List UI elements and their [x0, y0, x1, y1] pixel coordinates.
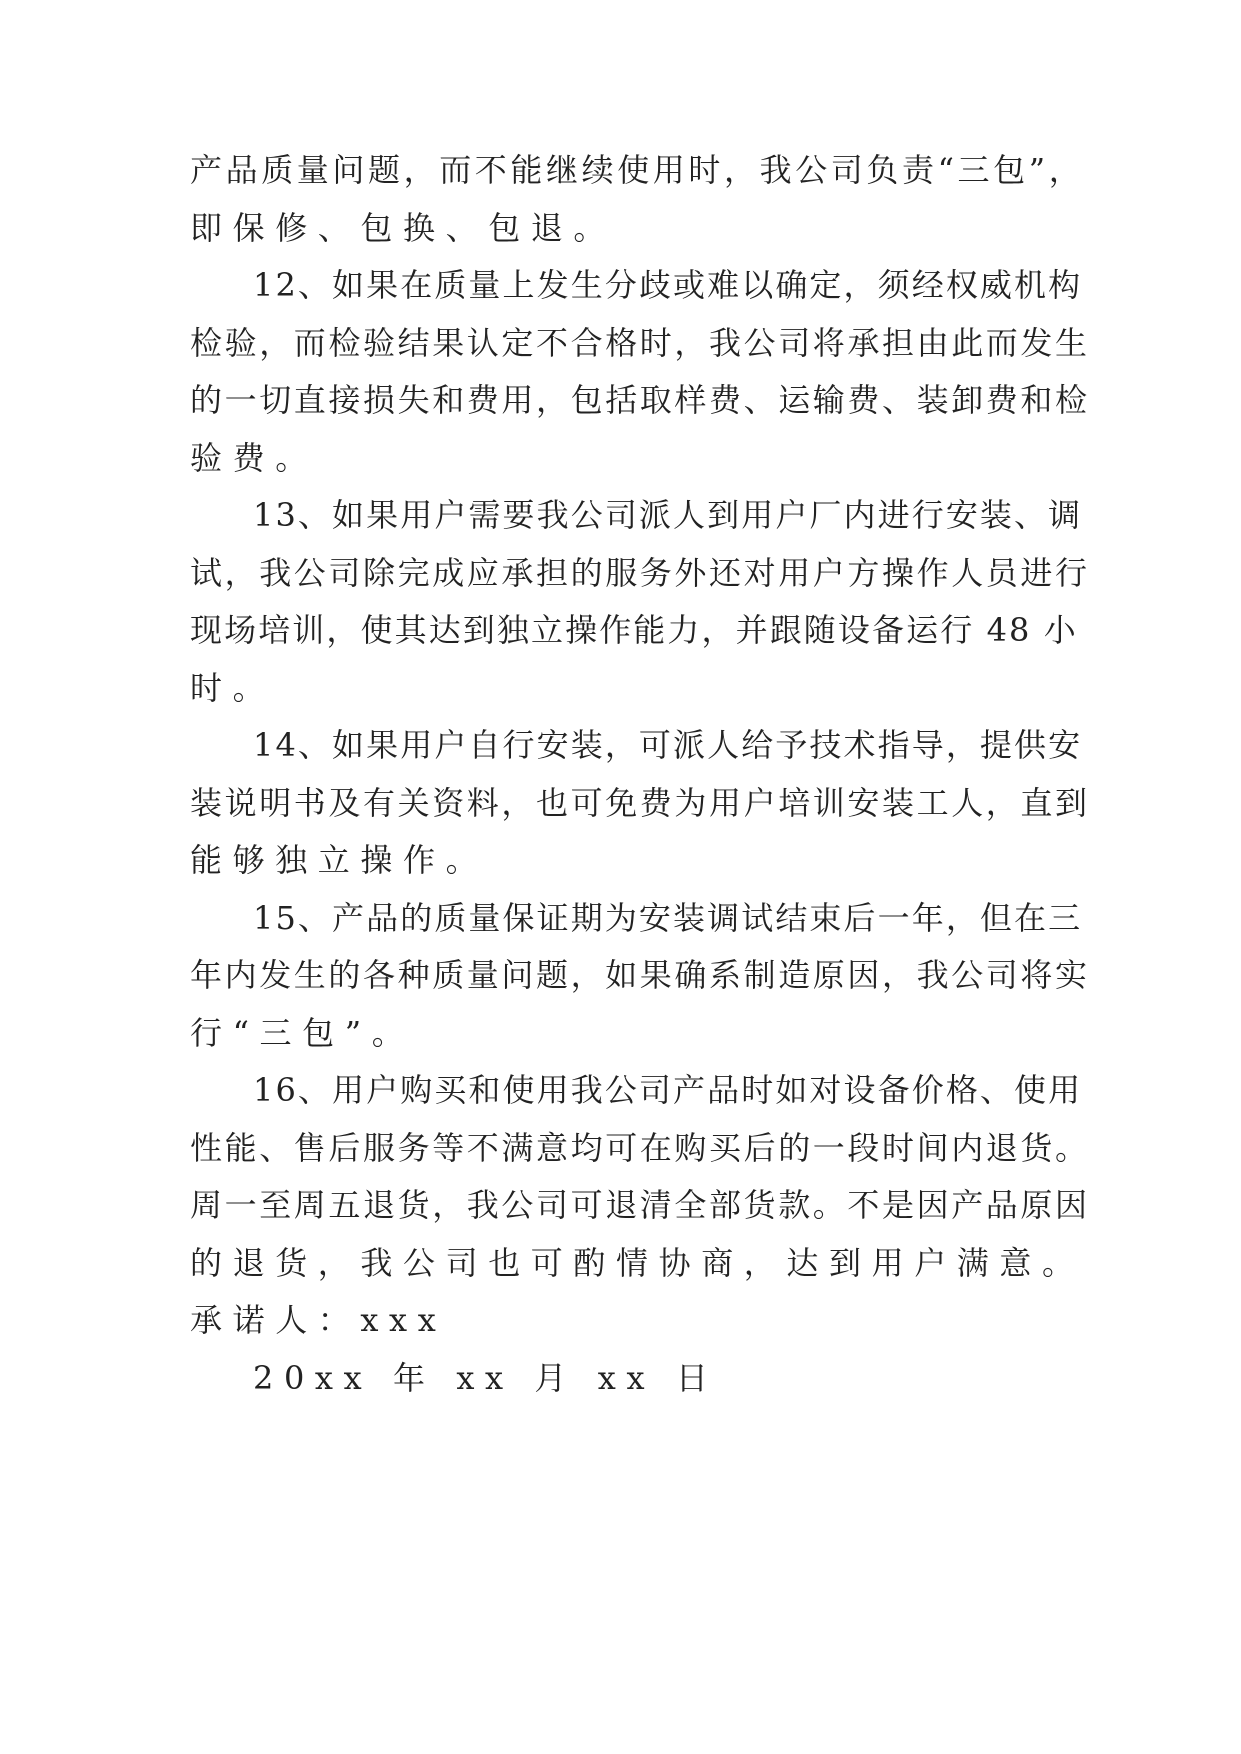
body-text-line: 验费。 — [190, 439, 318, 477]
clause-13-line: 13、如果用户需要我公司派人到用户厂内进行安装、调 — [253, 496, 1083, 534]
body-text-line: 产品质量问题，而不能继续使用时，我公司负责“三包”， — [190, 151, 1085, 189]
signature-date: 20xx 年 xx 月 xx 日 — [253, 1359, 719, 1397]
clause-15-line: 15、产品的质量保证期为安装调试结束后一年，但在三 — [253, 899, 1083, 937]
body-text-line: 行“三包”。 — [190, 1014, 415, 1052]
body-text-line: 装说明书及有关资料，也可免费为用户培训安装工人，直到 — [190, 784, 1090, 822]
clause-14-line: 14、如果用户自行安装，可派人给予技术指导，提供安 — [253, 726, 1083, 764]
body-text-line: 试，我公司除完成应承担的服务外还对用户方操作人员进行 — [190, 554, 1090, 592]
signatory-label: 承诺人：xxx — [190, 1301, 447, 1339]
clause-12-line: 12、如果在质量上发生分歧或难以确定，须经权威机构 — [253, 266, 1083, 304]
clause-16-line: 16、用户购买和使用我公司产品时如对设备价格、使用 — [253, 1071, 1083, 1109]
body-text-line: 的退货，我公司也可酌情协商，达到用户满意。 — [190, 1244, 1085, 1282]
body-text-line: 的一切直接损失和费用，包括取样费、运输费、装卸费和检 — [190, 381, 1090, 419]
body-text-line: 检验，而检验结果认定不合格时，我公司将承担由此而发生 — [190, 324, 1090, 362]
body-text-line: 能够独立操作。 — [190, 841, 489, 879]
body-text-line: 即保修、包换、包退。 — [190, 209, 617, 247]
body-text-line: 年内发生的各种质量问题，如果确系制造原因，我公司将实 — [190, 956, 1090, 994]
body-text-line: 现场培训，使其达到独立操作能力，并跟随设备运行 48 小 — [190, 611, 1078, 649]
body-text-line: 时。 — [190, 669, 276, 707]
body-text-line: 性能、售后服务等不满意均可在购买后的一段时间内退货。 — [190, 1129, 1090, 1167]
body-text-line: 周一至周五退货，我公司可退清全部货款。不是因产品原因 — [190, 1186, 1090, 1224]
